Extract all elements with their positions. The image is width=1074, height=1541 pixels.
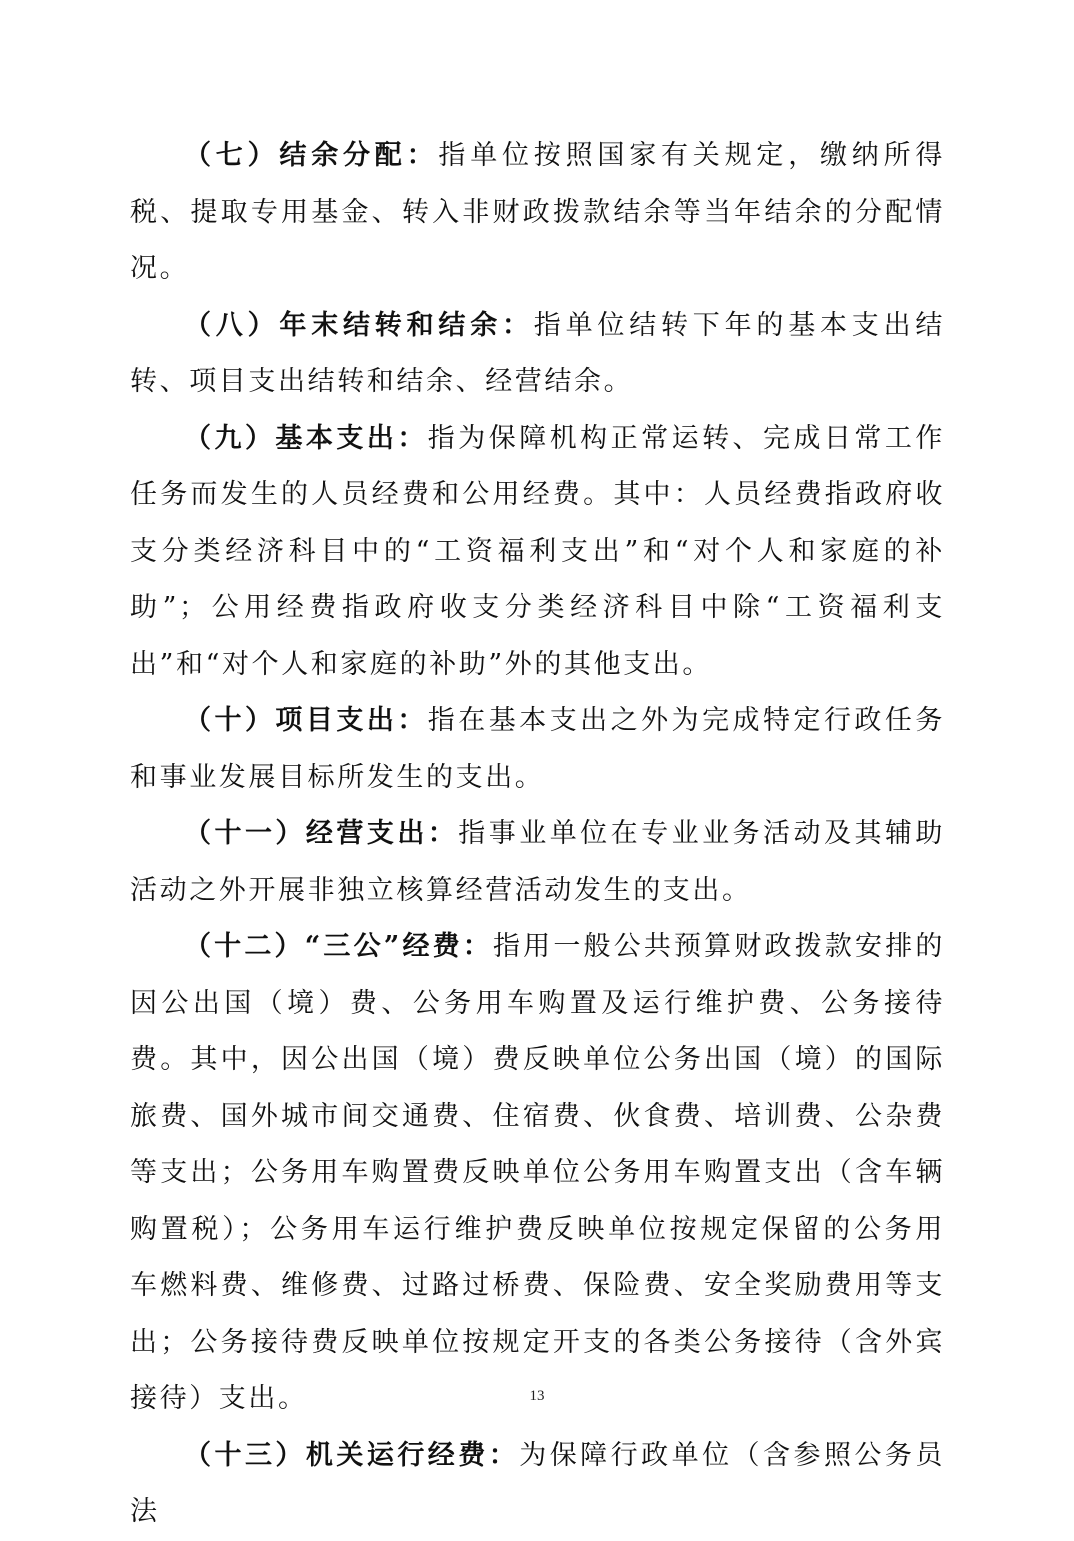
term-definition: 指单位按照国家有关规定，缴纳所得税、提取专用基金、转入非财政拨款结余等当年结余的分配情况。 — [130, 140, 945, 284]
term-heading: （八）年末结转和结余： — [184, 309, 534, 341]
term-definition: 指为保障机构正常运转、完成日常工作任务而发生的人员经费和公用经费。其中：人员经费指政府收支分类经济科目中的“工资福利支出”和“对个人和家庭的补助”；公用经费指政府收支分类经济科目中除“工资福利支出”和“对个人和家庭的补助”外的其他支出。 — [130, 422, 945, 680]
paragraph-operating-expenditure — [130, 806, 945, 919]
document-body — [130, 128, 945, 1541]
paragraph-three-public-expenses — [130, 919, 945, 1428]
paragraph-project-expenditure — [130, 693, 945, 806]
paragraph-agency-operating-costs — [130, 1428, 945, 1541]
term-definition: 指事业单位在专业业务活动及其辅助活动之外开展非独立核算经营活动发生的支出。 — [130, 818, 945, 906]
term-definition: 指在基本支出之外为完成特定行政任务和事业发展目标所发生的支出。 — [130, 705, 945, 793]
term-definition: 指单位结转下年的基本支出结转、项目支出结转和结余、经营结余。 — [130, 309, 945, 397]
term-heading: （十一）经营支出： — [184, 818, 459, 849]
term-definition: 指用一般公共预算财政拨款安排的因公出国（境）费、公务用车购置及运行维护费、公务接待费。其中，因公出国（境）费反映单位公务出国（境）的国际旅费、国外城市间交通费、住宿费、伙食费、培训费、公杂费等支出；公务用车购置费反映单位公务用车购置支出（含车辆购置税）；公务用车运行维护费反映单位按规定保留的公务用车燃料费、维修费、过路过桥费、保险费、安全奖励费用等支出；公务接待费反映单位按规定开支的各类公务接待（含外宾接待）支出。 — [130, 931, 945, 1414]
paragraph-basic-expenditure — [130, 411, 945, 694]
paragraph-year-end-carryover — [130, 298, 945, 411]
paragraph-surplus-distribution — [130, 128, 945, 298]
term-heading: （七）结余分配： — [184, 140, 439, 171]
term-heading: （十二）“三公”经费： — [184, 931, 493, 962]
term-heading: （十三）机关运行经费： — [184, 1439, 520, 1471]
term-heading: （十）项目支出： — [184, 705, 428, 736]
term-heading: （九）基本支出： — [184, 422, 428, 454]
page-number: 13 — [529, 1388, 545, 1404]
term-definition: 为保障行政单位（含参照公务员法 — [130, 1439, 945, 1527]
